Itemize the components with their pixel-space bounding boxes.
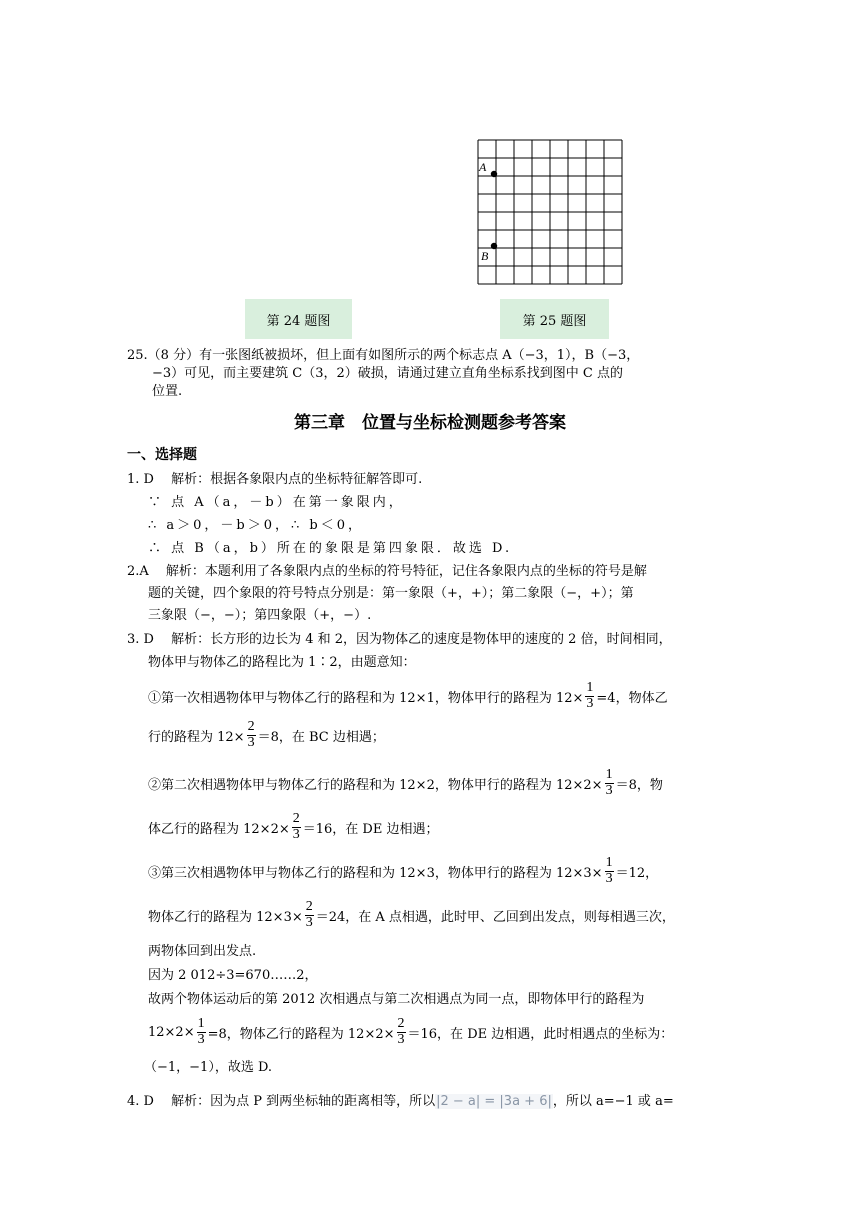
a2-line3: 三象限（−，−）；第四象限（+，−）. [148,608,372,623]
a3-line10: 因为 2 012÷3=670……2， [148,968,318,983]
caption-fig25: 第 25 题图 [500,299,609,339]
fraction-two-thirds: $\frac{2}{3}$ [397,1015,405,1047]
a3-line6-text-a: 体乙行的路程为 12×2× [148,821,290,837]
point-b-label: B [481,249,489,263]
a3-line3 [148,674,668,718]
figure-25-grid [477,139,623,285]
fraction-two-thirds: $\frac{2}{3}$ [305,898,313,930]
q25-line2: −3）可见，而主要建筑 C（3，2）破损，请通过建立直角坐标系找到图中 C 点的 [152,366,623,381]
fraction-two-thirds: $\frac{2}{3}$ [292,810,300,842]
a3-line11: 故两个物体运动后的第 2012 次相遇点与第二次相遇点为同一点，即物体甲行的路程为 [148,992,645,1007]
a3-line12-text-c: ＝16，在 DE 边相遇，此时相遇点的坐标为： [407,1026,674,1042]
point-b [491,243,497,249]
a3-line1: 3. D 解析：长方形的边长为 4 和 2，因为物体乙的速度是物体甲的速度的 2 倍，时间相同， [127,632,672,647]
q25-line1: 25.（8 分）有一张图纸被损坏，但上面有如图所示的两个标志点 A（−3，1），B（−3， [127,348,640,363]
a3-line4 [148,713,385,757]
a2-line1: 2.A 解析：本题利用了各象限内点的坐标的符号特征，记住各象限内点的坐标的符号是解 [127,564,647,579]
a3-line4-text-a: 行的路程为 12× [148,729,245,745]
a3-line7 [148,849,658,893]
section-heading: 一、选择题 [127,447,197,463]
a3-line12 [148,1010,673,1054]
a3-line6 [148,805,438,849]
a3-line8-text-a: 物体乙行的路程为 12×3× [148,909,303,925]
a3-line12-text-b: =8，物体乙行的路程为 12×2× [207,1026,395,1042]
a1-line3: ∴ a＞0，－b＞0，∴ b＜0， [148,518,365,533]
a1-line4: ∴ 点 B（a，b）所在的象限是第四象限．故选 D. [148,541,513,556]
a3-line2: 物体甲与物体乙的路程比为 1∶2，由题意知： [148,655,416,670]
fraction-one-third: $\frac{1}{3}$ [605,854,613,886]
a4-line1-text-a: 4. D 解析：因为点 P 到两坐标轴的距离相等，所以 [127,1094,436,1109]
fraction-two-thirds: $\frac{2}{3}$ [247,718,255,750]
a2-line2: 题的关键，四个象限的符号特点分别是：第一象限（+，+）；第二象限（−，+）；第 [148,586,634,601]
a3-line7-text-a: ③第三次相遇物体甲与物体乙行的路程和为 12×3，物体甲行的路程为 12×3× [148,865,603,881]
a3-line8 [148,893,675,937]
a4-line1 [127,1090,674,1109]
a1-line2: ∵ 点 A（a，－b）在第一象限内， [148,495,405,510]
a3-line4-text-b: ＝8，在 BC 边相遇； [257,729,385,745]
point-a-label: A [479,160,487,174]
a3-line5-text-b: ＝8，物 [615,777,663,793]
a3-line3-text-b: =4，物体乙 [596,690,668,706]
a1-line1: 1. D 解析：根据各象限内点的坐标特征解答即可. [127,472,423,487]
absolute-value-equation: |2 − a| = |3a + 6| [436,1094,552,1109]
point-a [491,171,497,177]
a3-line8-text-b: ＝24，在 A 点相遇，此时甲、乙回到出发点，则每相遇三次， [315,909,675,925]
a3-line7-text-b: ＝12， [615,865,659,881]
fraction-one-third: $\frac{1}{3}$ [197,1015,205,1047]
a4-line1-text-b: ，所以 a=−1 或 a= [552,1094,674,1109]
page-title: 第三章 位置与坐标检测题参考答案 [294,413,566,433]
a3-line5-text-a: ②第二次相遇物体甲与物体乙行的路程和为 12×2，物体甲行的路程为 12×2× [148,777,603,793]
a3-line3-text-a: ①第一次相遇物体甲与物体乙行的路程和为 12×1，物体甲行的路程为 12× [148,690,584,706]
a3-line13: （−1，−1），故选 D. [144,1060,273,1075]
q25-line3: 位置. [152,384,183,399]
fraction-one-third: $\frac{1}{3}$ [586,679,594,711]
a3-line12-text-a: 12×2× [148,1024,195,1040]
a3-line6-text-b: ＝16，在 DE 边相遇； [302,821,439,837]
caption-fig24: 第 24 题图 [245,299,352,339]
a3-line5 [148,761,663,805]
fraction-one-third: $\frac{1}{3}$ [605,766,613,798]
a3-line9: 两物体回到出发点. [148,944,257,959]
